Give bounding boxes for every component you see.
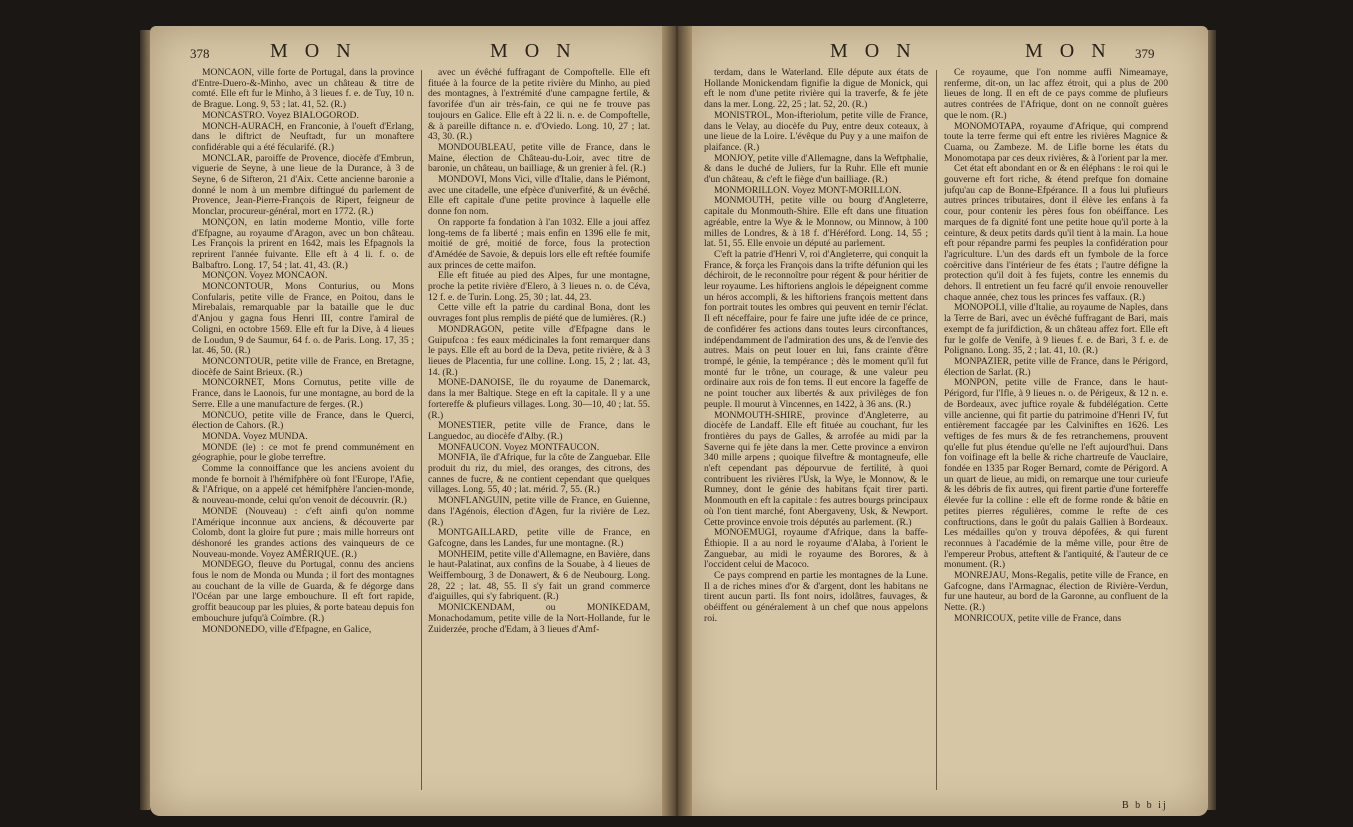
entry-paragraph: MONDOVI, Mons Vici, ville d'Italie, dans le Piémont, avec une citadelle, une efpèce d'univerfité, & un évêché. Elle eft capitale d'une petite province à laquelle elle donne fon nom.: [428, 174, 650, 218]
entry-paragraph: MONDE (Nouveau) : c'eft ainfi qu'on nomme l'Amérique inconnue aux anciens, & découverte par Colomb, dont la gloire fut pure ; mais mille horreurs ont déshonoré les grandes actions des vainqueurs de ce Nouveau-monde. Voyez AMÉRIQUE. (R.): [192, 505, 414, 560]
entry-paragraph: MONÇON, en latin moderne Montio, ville forte d'Efpagne, au royaume d'Aragon, avec un bon château. Les François la prirent en 1642, mais les Efpagnols la reprirent l'année fuivante. Elle eft à 4 li. f. o. de Balbaftro. Long. 17, 54 ; lat. 41, 43. (R.): [192, 216, 414, 271]
entry-paragraph: MONCH-AURACH, en Franconie, à l'oueft d'Erlang, dans le diftrict de Neuftadt, fur un monaftere confidérable qui a été fécularifé. (R.): [192, 120, 414, 153]
running-title-right-col2: M O N: [1025, 40, 1112, 62]
entry-paragraph: MONFIA, île d'Afrique, fur la côte de Zanguebar. Elle produit du riz, du miel, des oranges, des citrons, des cannes de fucre, & ne contient cependant que quelques villages. Long. 55, 40 ; lat. mérid. 7, 55. (R.): [428, 452, 650, 496]
entry-paragraph: Ce pays comprend en partie les montagnes de la Lune. Il a de riches mines d'or & d'argent, dont les habitans ne tirent aucun parti. Ils font noirs, idolâtres, fauvages, & obéiffent ou généralement à un chef que nous appelons roi.: [704, 570, 928, 624]
page-number-left: 378: [190, 46, 210, 61]
entry-paragraph: Cette ville eft la patrie du cardinal Bona, dont les ouvrages font plus remplis de piété que de lumières. (R.): [428, 302, 650, 325]
entry-paragraph: MONDRAGON, petite ville d'Efpagne dans le Guipufcoa : fes eaux médicinales la font remarquer dans le pays. Elle eft au bord de la Deva, petite rivière, & à 3 lieues de Placentia, fur une colline. Long. 15, 2 ; lat. 43, 14. (R.): [428, 323, 650, 378]
left-page-column-1: [192, 68, 414, 796]
running-title-right-col1: M O N: [830, 40, 917, 62]
left-page-edge: [140, 30, 150, 810]
running-title-left-col2: M O N: [490, 40, 577, 62]
entry-paragraph: MONDE (le) : ce mot fe prend communément en géographie, pour le globe terreftre.: [192, 441, 414, 464]
entry-paragraph: MONJOY, petite ville d'Allemagne, dans la Weftphalie, & dans le duché de Juliers, fur la Ruhr. Elle eft munie d'un château, & c'eft le fiège d'un bailliage. (R.): [704, 152, 928, 186]
entry-paragraph: MONCONTOUR, Mons Conturius, ou Mons Confularis, petite ville de France, en Poitou, dans le Mirebalais, remarquable par la bataille que le duc d'Anjou y gagna fous Henri III, contre l'amiral de Coligni, en octobre 1569. Elle eft fur la Dive, à 4 lieues de Loudun, 9 de Saumur, 64 f. o. de Paris. Long. 17, 35 ; lat. 46, 50. (R.): [192, 281, 414, 357]
entry-paragraph: Comme la connoiffance que les anciens avoient du monde fe bornoit à l'hémifphère où font l'Europe, l'Afie, & l'Afrique, on a appelé cet hémifphère l'ancien-monde, & nouveau-monde, celui qu'on venoit de découvrir. (R.): [192, 463, 414, 507]
entry-paragraph: MONMOUTH-SHIRE, province d'Angleterre, au diocèfe de Landaff. Elle eft fituée au couchant, fur les frontières du pays de Galles, & arrofée au midi par la Saverne qui fe jète dans la mer. Cette province a environ 340 mille arpens ; quoique filveftre & montagneufe, elle n'eft cependant pas dépourvue de fertilité, à quoi contribuent les rivières l'Usk, la Wye, le Monnow, & le Rumney, dont le génie des habitans fçait tirer parti. Monmouth en eft la capitale : fes autres bourgs principaux où l'on tient marché, font Abergaveny, Usk, & Newport. Cette province envoie trois députés au parlement. (R.): [704, 409, 928, 528]
entry-paragraph: MONTGAILLARD, petite ville de France, en Gafcogne, dans les Landes, fur une montagne. (R.): [428, 527, 650, 549]
left-page-header: [190, 40, 660, 64]
entry-paragraph: Ce royaume, que l'on nomme auffi Nimeamaye, renferme, dit-on, un lac affez étroit, qui a plus de 200 lieues de long. Il en eft de ce pays comme de plufieurs autres contrées de l'Afrique, dont on ne connoît guères que le nom. (R.): [944, 68, 1168, 121]
page-number-right: 379: [1135, 46, 1155, 61]
entry-paragraph: MONDOUBLEAU, petite ville de France, dans le Maine, élection de Château-du-Loir, avec titre de baronie, un château, un bailliage, & un grenier à fel. (R.): [428, 141, 650, 175]
entry-paragraph: MONCASTRO. Voyez BIALOGOROD.: [202, 109, 359, 121]
entry-paragraph: MONDONEDO, ville d'Efpagne, en Galice,: [202, 623, 372, 635]
entry-paragraph: MONE-DANOISE, île du royaume de Danemarck, dans la mer Baltique. Stege en eft la capitale. Il y a une fortereffe & plufieurs villages. Long. 30—10, 40 ; lat. 55. (R.): [428, 377, 650, 421]
entry-paragraph: MONICKENDAM, ou MONIKEDAM, Monachodamum, petite ville de la Nort-Hollande, fur le Zuiderzée, proche d'Edam, à 3 lieues d'Amf-: [428, 602, 650, 635]
column-rule-right: [936, 70, 937, 790]
column-rule-left: [421, 70, 422, 790]
entry-paragraph: MONCAON, ville forte de Portugal, dans la province d'Entre-Duero-&-Minho, avec un château & titre de comté. Elle eft fur le Minho, à 3 lieues f. e. de Tuy, 10 n. de Brague. Long. 9, 53 ; lat. 41, 52. (R.): [192, 68, 414, 111]
entry-paragraph: MONRICOUX, petite ville de France, dans: [954, 612, 1122, 624]
right-page-column-2: [944, 68, 1168, 796]
entry-paragraph: MONCUO, petite ville de France, dans le Querci, élection de Cahors. (R.): [192, 409, 414, 432]
entry-paragraph: MONMOUTH, petite ville ou bourg d'Angleterre, capitale du Monmouth-Shire. Elle eft dans une fituation agréable, entre la Wye & le Monnow, ou Minnow, à 100 milles de Londres, & à 18 f. d'Héréford. Long. 14, 55 ; lat. 51, 55. Elle envoie un député au parlement.: [704, 195, 928, 250]
entry-paragraph: MONISTROL, Mon-ifteriolum, petite ville de France, dans le Velay, au diocèfe du Puy, entre deux coteaux, à une lieue de la Loire. L'évêque du Puy y a une maifon de plaifance. (R.): [704, 109, 928, 153]
entry-paragraph: MONFAUCON. Voyez MONTFAUCON.: [438, 441, 600, 453]
book-gutter: [662, 26, 692, 816]
entry-paragraph: C'eft la patrie d'Henri V, roi d'Angleterre, qui conquit la France, & força les François dans la trifte défunion qui les déchiroit, de le reconnoître pour régent & pour héritier de leur royaume. Les hiftoriens anglois le dépeignent comme un héros accompli, & les hiftoriens françois mettent dans fon portrait toutes les ombres qui peuvent en ternir l'éclat. Il eft néceffaire, pour fe faire une jufte idée de ce prince, de confidérer fes actions dans toutes leurs circonftances, indépendamment de l'admiration des uns, & de l'envie des autres. Mais on peut louer en lui, fans crainte d'être trompé, le génie, la tempérance ; dès le moment qu'il fut monté fur le trône, un courage, & une valeur peu ordinaire aux rois de fon tems. Il eut encore la fageffe de ne point toucher aux libertés & aux privilèges de fon peuple. Il mourut à Vincennes, en 1422, à 36 ans. (R.): [704, 248, 928, 410]
entry-paragraph: MONHEIM, petite ville d'Allemagne, en Bavière, dans le haut-Palatinat, aux confins de la Souabe, à 4 lieues de Weiffembourg, 3 de Donawert, & 6 de Neubourg. Long. 28, 22 ; lat. 48, 55. Il s'y fait un grand commerce d'aiguilles, qui s'y fabriquent. (R.): [428, 548, 650, 603]
entry-paragraph: Elle eft fituée au pied des Alpes, fur une montagne, proche la petite rivière d'Elero, à 3 lieues n. o. de Céva, 12 f. e. de Turin. Long. 25, 30 ; lat. 44, 23.: [428, 270, 650, 303]
left-page-column-2: [428, 68, 650, 796]
entry-paragraph: MONPAZIER, petite ville de France, dans le Périgord, élection de Sarlat. (R.): [944, 355, 1168, 378]
entry-paragraph: MONCONTOUR, petite ville de France, en Bretagne, diocèfe de Saint Brieux. (R.): [192, 355, 414, 378]
entry-paragraph: Cet état eft abondant en or & en éléphans : le roi qui le gouverne eft fort riche, & étend prefque fon domaine jufqu'au cap de Bonne-Efpérance. Il a fous lui plufieurs autres princes tributaires, dont il élève les enfans à fa cour, pour contenir les pères fous fon obéiffance. Les marques de fa dignité font une petite houe qu'il porte à la ceinture, & deux petits dards qu'il tient à la main. La houe eft pour répandre parmi fes peuples la confidération pour l'agriculture. L'un des dards eft un fymbole de la force coërcitive dans l'intérieur de fes états ; l'autre défigne la protection qu'il doit à fes fujets, contre les ennemis du dehors. Il entretient un feu facré qu'il envoie renouveller chaque année, chez tous les princes fes vaffaux. (R.): [944, 163, 1168, 303]
entry-paragraph: MONOMOTAPA, royaume d'Afrique, qui comprend toute la terre ferme qui eft entre les rivières Magnice & Cuama, ou Zambeze. M. de Lifle borne les états du Monomotapa par ces deux rivières, & à l'orient par la mer.: [944, 120, 1168, 164]
right-page-column-1: [704, 68, 928, 796]
entry-paragraph: MONCORNET, Mons Cornutus, petite ville de France, dans le Laonois, fur une montagne, au bord de la Serre. Elle a une manufacture de ferges. (R.): [192, 377, 414, 410]
entry-paragraph: MONOEMUGI, royaume d'Afrique, dans la baffe-Éthiopie. Il a au nord le royaume d'Alaba, à l'orient le Zanguebar, au midi le royaume des Borores, & à l'occident celui de Macoco.: [704, 527, 928, 571]
entry-paragraph: MONESTIER, petite ville de France, dans le Languedoc, au diocèfe d'Alby. (R.): [428, 420, 650, 442]
running-title-left-col1: M O N: [270, 40, 357, 62]
right-page-header: [700, 40, 1170, 64]
entry-paragraph: MONMORILLON. Voyez MONT-MORILLON.: [714, 184, 902, 196]
entry-paragraph: MONPON, petite ville de France, dans le haut-Périgord, fur l'Ifle, à 9 lieues n. o. de Périgeux, & 12 n. e. de Bordeaux, avec juftice royale & fubdélégation. Cette ville ancienne, qui fit partie du patrimoine d'Henri IV, fut entièrement faccagée par les Calviniftes en 1626. Les veftiges de fes murs & de fes retranchemens, prouvent qu'elle fut plus étendue qu'elle ne l'eft aujourd'hui. Dans fon voifinage eft la belle & riche chartreufe de Vauclaire, fondée en 1335 par Roger Bernard, comte de Périgord. A un quart de lieue, au midi, on remarque une tour curieufe & les débris de fix autres, qui firent partie d'une fortereffe élevée fur la colline : elle eft de forme ronde & bâtie en petites pierres régulières, comme le refte de ces conftructions, dans le goût du palais Gallien à Bordeaux. Les médailles qu'on y trouva dépofées, & qui furent reconnues à l'académie de la même ville, pour être de l'empereur Probus, atteftent & l'antiquité, & l'auteur de ce monument. (R.): [944, 377, 1168, 571]
entry-paragraph: On rapporte fa fondation à l'an 1032. Elle a joui affez long-tems de fa liberté ; mais enfin en 1396 elle fe mit, moitié de gré, moitié de force, fous la protection d'Amédée de Savoie, & depuis lors elle eft reftée foumife aux princes de cette maifon.: [428, 216, 650, 271]
signature-mark: B b b ij: [1122, 800, 1168, 811]
entry-paragraph: MONOPOLI, ville d'Italie, au royaume de Naples, dans la Terre de Bari, avec un évêché fuffragant de Bari, mais exempt de fa jurifdiction, & un château affez fort. Elle eft fur le golfe de Venife, à 9 lieues f. e. de Bari, 3 f. e. de Polignano. Long. 35, 2 ; lat. 41, 10. (R.): [944, 302, 1168, 357]
entry-paragraph: MONFLANGUIN, petite ville de France, en Guienne, dans l'Agénois, élection d'Agen, fur la rivière de Lez. (R.): [428, 495, 650, 528]
entry-paragraph: MONCLAR, paroiffe de Provence, diocèfe d'Embrun, viguerie de Seyne, à une lieue de la Durance, à 3 de Seyne, 6 de Sifteron, 21 d'Aix. Cette ancienne baronie a donné le nom à un membre diftingué du parlement de Provence, Jean-Pierre-François de Ripert, feigneur de Monclar, procureur-général, mort en 1772. (R.): [192, 152, 414, 218]
entry-paragraph: MONREJAU, Mons-Regalis, petite ville de France, en Gafcogne, dans l'Armagnac, élection de Rivière-Verdun, fur une hauteur, au bord de la Garonne, au confluent de la Nette. (R.): [944, 570, 1168, 614]
entry-paragraph: MONÇON. Voyez MONCAON.: [202, 270, 328, 282]
entry-paragraph: MONDA. Voyez MUNDA.: [202, 430, 308, 442]
entry-paragraph: MONDEGO, fleuve du Portugal, connu des anciens fous le nom de Monda ou Munda ; il fort des montagnes au couchant de la ville de Guarda, & fe dégorge dans l'Océan par une large embouchure. Il eft fort rapide, groffit beaucoup par les pluies, & porte bateau depuis fon embouchure jufqu'à Coïmbre. (R.): [192, 559, 414, 624]
entry-paragraph: terdam, dans le Waterland. Elle députe aux états de Hollande Monickendam fignifie la digue de Monick, qui eft le nom d'une petite rivière qui la traverfe, & fe jète dans la mer. Long. 22, 25 ; lat. 52, 20. (R.): [704, 68, 928, 111]
entry-paragraph: avec un évêché fuffragant de Compoftelle. Elle eft fituée à la fource de la petite rivière du Minho, au pied des montagnes, à l'extrémité d'une campagne fertile, & favorifée d'un air très-fain, ce qui ne fe trouve pas toujours en Galice. Elle eft à 22 li. n. e. de Compoftelle, & à pareille diftance n. e. d'Oviedo. Long. 10, 27 ; lat. 43, 30. (R.): [428, 68, 650, 143]
